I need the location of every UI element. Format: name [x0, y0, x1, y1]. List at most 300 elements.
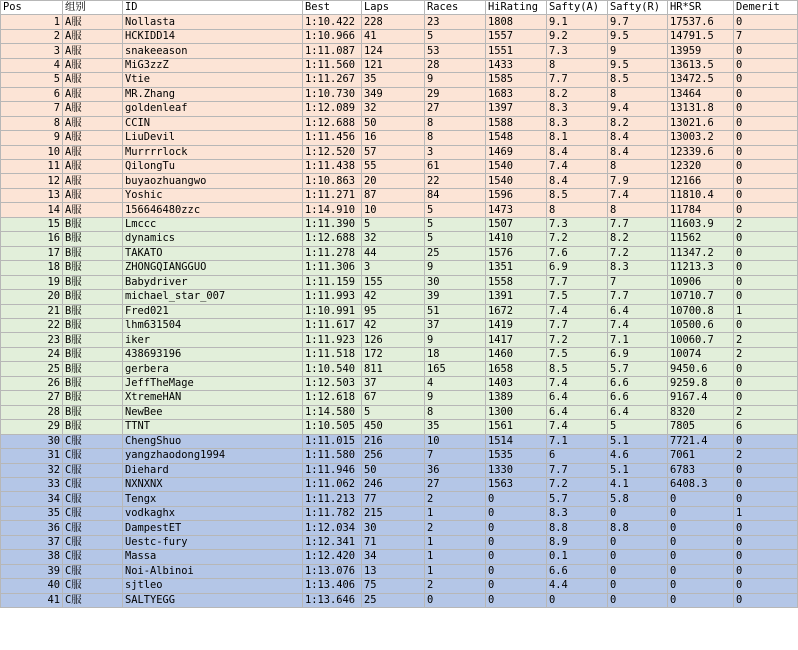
- pos-cell: 18: [1, 261, 63, 275]
- id-cell: SALTYEGG: [123, 593, 303, 607]
- hirating-cell: 0: [486, 535, 547, 549]
- id-cell: Diehard: [123, 463, 303, 477]
- id-cell: Fred021: [123, 304, 303, 318]
- races-cell: 165: [425, 362, 486, 376]
- laps-cell: 35: [362, 73, 425, 87]
- races-cell: 51: [425, 304, 486, 318]
- pos-cell: 29: [1, 420, 63, 434]
- safty-a-cell: 8.3: [547, 506, 608, 520]
- id-cell: Yoshic: [123, 188, 303, 202]
- safty-r-cell: 9.7: [608, 15, 668, 29]
- demerit-cell: 0: [734, 145, 798, 159]
- header-pos: Pos: [1, 1, 63, 15]
- safty-r-cell: 0: [608, 550, 668, 564]
- laps-cell: 25: [362, 593, 425, 607]
- hr-sr-cell: 7805: [668, 420, 734, 434]
- laps-cell: 95: [362, 304, 425, 318]
- demerit-cell: 0: [734, 261, 798, 275]
- demerit-cell: 0: [734, 15, 798, 29]
- best-cell: 1:10.730: [303, 87, 362, 101]
- pos-cell: 36: [1, 521, 63, 535]
- group-cell: C服: [63, 535, 123, 549]
- best-cell: 1:11.213: [303, 492, 362, 506]
- laps-cell: 215: [362, 506, 425, 520]
- safty-a-cell: 8.8: [547, 521, 608, 535]
- header-demerit: Demerit: [734, 1, 798, 15]
- hr-sr-cell: 13021.6: [668, 116, 734, 130]
- best-cell: 1:11.782: [303, 506, 362, 520]
- races-cell: 84: [425, 188, 486, 202]
- pos-cell: 40: [1, 579, 63, 593]
- header-hr-sr: HR*SR: [668, 1, 734, 15]
- table-row: [1, 275, 798, 289]
- id-cell: JeffTheMage: [123, 376, 303, 390]
- best-cell: 1:11.518: [303, 347, 362, 361]
- pos-cell: 26: [1, 376, 63, 390]
- group-cell: C服: [63, 492, 123, 506]
- hirating-cell: 0: [486, 521, 547, 535]
- best-cell: 1:12.618: [303, 391, 362, 405]
- safty-r-cell: 0: [608, 593, 668, 607]
- table-row: [1, 579, 798, 593]
- best-cell: 1:11.159: [303, 275, 362, 289]
- hr-sr-cell: 0: [668, 593, 734, 607]
- id-cell: sjtleo: [123, 579, 303, 593]
- laps-cell: 216: [362, 434, 425, 448]
- laps-cell: 155: [362, 275, 425, 289]
- id-cell: MiG3zzZ: [123, 58, 303, 72]
- hirating-cell: 1460: [486, 347, 547, 361]
- id-cell: yangzhaodong1994: [123, 449, 303, 463]
- demerit-cell: 0: [734, 391, 798, 405]
- pos-cell: 22: [1, 318, 63, 332]
- pos-cell: 12: [1, 174, 63, 188]
- laps-cell: 3: [362, 261, 425, 275]
- table-row: [1, 58, 798, 72]
- laps-cell: 5: [362, 405, 425, 419]
- best-cell: 1:13.646: [303, 593, 362, 607]
- id-cell: DampestET: [123, 521, 303, 535]
- hr-sr-cell: 10906: [668, 275, 734, 289]
- hirating-cell: 1391: [486, 290, 547, 304]
- hirating-cell: 1300: [486, 405, 547, 419]
- best-cell: 1:11.306: [303, 261, 362, 275]
- hirating-cell: 1351: [486, 261, 547, 275]
- best-cell: 1:11.062: [303, 477, 362, 491]
- hr-sr-cell: 0: [668, 506, 734, 520]
- id-cell: Tengx: [123, 492, 303, 506]
- best-cell: 1:11.946: [303, 463, 362, 477]
- safty-r-cell: 6.4: [608, 405, 668, 419]
- laps-cell: 87: [362, 188, 425, 202]
- group-cell: B服: [63, 217, 123, 231]
- hr-sr-cell: 9450.6: [668, 362, 734, 376]
- laps-cell: 20: [362, 174, 425, 188]
- header-safty-a: Safty(A): [547, 1, 608, 15]
- safty-a-cell: 8.4: [547, 145, 608, 159]
- safty-r-cell: 7.7: [608, 217, 668, 231]
- best-cell: 1:11.015: [303, 434, 362, 448]
- races-cell: 8: [425, 116, 486, 130]
- group-cell: A服: [63, 203, 123, 217]
- safty-r-cell: 6.4: [608, 304, 668, 318]
- safty-r-cell: 9.5: [608, 29, 668, 43]
- group-cell: A服: [63, 15, 123, 29]
- safty-r-cell: 9.5: [608, 58, 668, 72]
- laps-cell: 349: [362, 87, 425, 101]
- safty-r-cell: 5.1: [608, 463, 668, 477]
- hr-sr-cell: 14791.5: [668, 29, 734, 43]
- laps-cell: 42: [362, 290, 425, 304]
- best-cell: 1:12.688: [303, 116, 362, 130]
- header-id: ID: [123, 1, 303, 15]
- best-cell: 1:11.267: [303, 73, 362, 87]
- best-cell: 1:10.422: [303, 15, 362, 29]
- safty-a-cell: 8: [547, 58, 608, 72]
- best-cell: 1:10.863: [303, 174, 362, 188]
- demerit-cell: 2: [734, 333, 798, 347]
- laps-cell: 44: [362, 246, 425, 260]
- safty-r-cell: 8.3: [608, 261, 668, 275]
- table-row: [1, 376, 798, 390]
- laps-cell: 41: [362, 29, 425, 43]
- races-cell: 3: [425, 145, 486, 159]
- demerit-cell: 0: [734, 290, 798, 304]
- safty-r-cell: 7: [608, 275, 668, 289]
- demerit-cell: 0: [734, 434, 798, 448]
- safty-a-cell: 7.3: [547, 217, 608, 231]
- laps-cell: 75: [362, 579, 425, 593]
- pos-cell: 1: [1, 15, 63, 29]
- table-row: [1, 116, 798, 130]
- safty-r-cell: 5.1: [608, 434, 668, 448]
- safty-r-cell: 4.6: [608, 449, 668, 463]
- group-cell: B服: [63, 232, 123, 246]
- safty-a-cell: 9.2: [547, 29, 608, 43]
- hirating-cell: 1551: [486, 44, 547, 58]
- hirating-cell: 1397: [486, 102, 547, 116]
- demerit-cell: 0: [734, 535, 798, 549]
- laps-cell: 16: [362, 131, 425, 145]
- races-cell: 4: [425, 376, 486, 390]
- hr-sr-cell: 11784: [668, 203, 734, 217]
- safty-r-cell: 4.1: [608, 477, 668, 491]
- group-cell: B服: [63, 333, 123, 347]
- safty-a-cell: 8.3: [547, 116, 608, 130]
- races-cell: 2: [425, 579, 486, 593]
- demerit-cell: 0: [734, 550, 798, 564]
- hr-sr-cell: 6783: [668, 463, 734, 477]
- safty-r-cell: 0: [608, 535, 668, 549]
- pos-cell: 8: [1, 116, 63, 130]
- hr-sr-cell: 13131.8: [668, 102, 734, 116]
- safty-a-cell: 6.4: [547, 391, 608, 405]
- table-row: [1, 217, 798, 231]
- group-cell: A服: [63, 73, 123, 87]
- group-cell: C服: [63, 550, 123, 564]
- demerit-cell: 0: [734, 362, 798, 376]
- safty-r-cell: 8.4: [608, 131, 668, 145]
- hirating-cell: 1585: [486, 73, 547, 87]
- id-cell: TAKATO: [123, 246, 303, 260]
- safty-r-cell: 5.7: [608, 362, 668, 376]
- safty-a-cell: 8.4: [547, 174, 608, 188]
- best-cell: 1:12.520: [303, 145, 362, 159]
- id-cell: ZHONGQIANGGUO: [123, 261, 303, 275]
- group-cell: C服: [63, 564, 123, 578]
- safty-a-cell: 7.4: [547, 159, 608, 173]
- group-cell: A服: [63, 116, 123, 130]
- safty-a-cell: 7.2: [547, 333, 608, 347]
- demerit-cell: 0: [734, 73, 798, 87]
- pos-cell: 39: [1, 564, 63, 578]
- safty-a-cell: 8: [547, 203, 608, 217]
- hr-sr-cell: 6408.3: [668, 477, 734, 491]
- pos-cell: 23: [1, 333, 63, 347]
- safty-a-cell: 6.9: [547, 261, 608, 275]
- best-cell: 1:14.910: [303, 203, 362, 217]
- races-cell: 18: [425, 347, 486, 361]
- demerit-cell: 2: [734, 347, 798, 361]
- laps-cell: 50: [362, 463, 425, 477]
- table-row: [1, 405, 798, 419]
- safty-a-cell: 7.4: [547, 420, 608, 434]
- id-cell: CCIN: [123, 116, 303, 130]
- group-cell: B服: [63, 391, 123, 405]
- pos-cell: 32: [1, 463, 63, 477]
- group-cell: B服: [63, 376, 123, 390]
- safty-r-cell: 0: [608, 579, 668, 593]
- pos-cell: 28: [1, 405, 63, 419]
- races-cell: 23: [425, 15, 486, 29]
- safty-r-cell: 8: [608, 203, 668, 217]
- hirating-cell: 1514: [486, 434, 547, 448]
- id-cell: 156646480zzc: [123, 203, 303, 217]
- hirating-cell: 1557: [486, 29, 547, 43]
- safty-r-cell: 6.9: [608, 347, 668, 361]
- group-cell: C服: [63, 521, 123, 535]
- hirating-cell: 0: [486, 492, 547, 506]
- demerit-cell: 0: [734, 492, 798, 506]
- group-cell: A服: [63, 58, 123, 72]
- races-cell: 1: [425, 535, 486, 549]
- pos-cell: 4: [1, 58, 63, 72]
- pos-cell: 15: [1, 217, 63, 231]
- pos-cell: 13: [1, 188, 63, 202]
- demerit-cell: 0: [734, 275, 798, 289]
- pos-cell: 35: [1, 506, 63, 520]
- races-cell: 8: [425, 405, 486, 419]
- header-best: Best: [303, 1, 362, 15]
- safty-a-cell: 8.5: [547, 188, 608, 202]
- id-cell: HCKIDD14: [123, 29, 303, 43]
- pos-cell: 37: [1, 535, 63, 549]
- safty-a-cell: 8.3: [547, 102, 608, 116]
- hr-sr-cell: 11347.2: [668, 246, 734, 260]
- pos-cell: 21: [1, 304, 63, 318]
- table-row: [1, 550, 798, 564]
- demerit-cell: 0: [734, 564, 798, 578]
- id-cell: gerbera: [123, 362, 303, 376]
- safty-r-cell: 0: [608, 564, 668, 578]
- hirating-cell: 1469: [486, 145, 547, 159]
- demerit-cell: 0: [734, 579, 798, 593]
- safty-a-cell: 7.2: [547, 232, 608, 246]
- table-row: [1, 362, 798, 376]
- demerit-cell: 2: [734, 449, 798, 463]
- best-cell: 1:11.271: [303, 188, 362, 202]
- group-cell: C服: [63, 463, 123, 477]
- table-row: [1, 246, 798, 260]
- id-cell: iker: [123, 333, 303, 347]
- races-cell: 5: [425, 29, 486, 43]
- hirating-cell: 1548: [486, 131, 547, 145]
- table-row: [1, 535, 798, 549]
- laps-cell: 121: [362, 58, 425, 72]
- pos-cell: 10: [1, 145, 63, 159]
- races-cell: 5: [425, 217, 486, 231]
- laps-cell: 256: [362, 449, 425, 463]
- table-row: [1, 463, 798, 477]
- safty-a-cell: 8.9: [547, 535, 608, 549]
- races-cell: 1: [425, 506, 486, 520]
- races-cell: 28: [425, 58, 486, 72]
- races-cell: 9: [425, 73, 486, 87]
- demerit-cell: 0: [734, 102, 798, 116]
- hr-sr-cell: 11562: [668, 232, 734, 246]
- races-cell: 7: [425, 449, 486, 463]
- races-cell: 22: [425, 174, 486, 188]
- id-cell: 438693196: [123, 347, 303, 361]
- safty-a-cell: 6: [547, 449, 608, 463]
- laps-cell: 55: [362, 159, 425, 173]
- hr-sr-cell: 7721.4: [668, 434, 734, 448]
- id-cell: ChengShuo: [123, 434, 303, 448]
- safty-r-cell: 8.2: [608, 116, 668, 130]
- table-row: [1, 593, 798, 607]
- pos-cell: 6: [1, 87, 63, 101]
- hr-sr-cell: 13003.2: [668, 131, 734, 145]
- demerit-cell: 0: [734, 463, 798, 477]
- hr-sr-cell: 10500.6: [668, 318, 734, 332]
- hr-sr-cell: 11603.9: [668, 217, 734, 231]
- races-cell: 9: [425, 261, 486, 275]
- hirating-cell: 1540: [486, 174, 547, 188]
- safty-r-cell: 9: [608, 44, 668, 58]
- demerit-cell: 0: [734, 116, 798, 130]
- hirating-cell: 1563: [486, 477, 547, 491]
- table-row: [1, 73, 798, 87]
- safty-r-cell: 9.4: [608, 102, 668, 116]
- id-cell: NXNXNX: [123, 477, 303, 491]
- safty-a-cell: 7.4: [547, 376, 608, 390]
- group-cell: B服: [63, 275, 123, 289]
- pos-cell: 20: [1, 290, 63, 304]
- safty-a-cell: 7.1: [547, 434, 608, 448]
- pos-cell: 16: [1, 232, 63, 246]
- hirating-cell: 1535: [486, 449, 547, 463]
- pos-cell: 11: [1, 159, 63, 173]
- hirating-cell: 1672: [486, 304, 547, 318]
- safty-a-cell: 7.5: [547, 347, 608, 361]
- table-row: [1, 44, 798, 58]
- races-cell: 5: [425, 232, 486, 246]
- safty-r-cell: 8: [608, 87, 668, 101]
- demerit-cell: 0: [734, 58, 798, 72]
- safty-r-cell: 8.8: [608, 521, 668, 535]
- id-cell: QilongTu: [123, 159, 303, 173]
- safty-r-cell: 8.4: [608, 145, 668, 159]
- table-row: [1, 434, 798, 448]
- races-cell: 25: [425, 246, 486, 260]
- demerit-cell: 0: [734, 44, 798, 58]
- group-cell: A服: [63, 188, 123, 202]
- group-cell: A服: [63, 44, 123, 58]
- safty-a-cell: 7.7: [547, 73, 608, 87]
- hirating-cell: 1808: [486, 15, 547, 29]
- demerit-cell: 0: [734, 521, 798, 535]
- demerit-cell: 7: [734, 29, 798, 43]
- races-cell: 36: [425, 463, 486, 477]
- hirating-cell: 0: [486, 593, 547, 607]
- laps-cell: 77: [362, 492, 425, 506]
- hr-sr-cell: 13613.5: [668, 58, 734, 72]
- table-row: [1, 15, 798, 29]
- hirating-cell: 1473: [486, 203, 547, 217]
- safty-a-cell: 9.1: [547, 15, 608, 29]
- laps-cell: 57: [362, 145, 425, 159]
- best-cell: 1:10.505: [303, 420, 362, 434]
- group-cell: C服: [63, 593, 123, 607]
- safty-a-cell: 7.7: [547, 463, 608, 477]
- races-cell: 5: [425, 203, 486, 217]
- safty-a-cell: 7.4: [547, 304, 608, 318]
- hr-sr-cell: 13464: [668, 87, 734, 101]
- laps-cell: 42: [362, 318, 425, 332]
- pos-cell: 14: [1, 203, 63, 217]
- best-cell: 1:11.456: [303, 131, 362, 145]
- header-group: 组别: [63, 1, 123, 15]
- group-cell: A服: [63, 145, 123, 159]
- demerit-cell: 0: [734, 87, 798, 101]
- laps-cell: 126: [362, 333, 425, 347]
- id-cell: buyaozhuangwo: [123, 174, 303, 188]
- safty-a-cell: 0: [547, 593, 608, 607]
- safty-r-cell: 6.6: [608, 391, 668, 405]
- laps-cell: 34: [362, 550, 425, 564]
- demerit-cell: 0: [734, 246, 798, 260]
- id-cell: XtremeHAN: [123, 391, 303, 405]
- laps-cell: 5: [362, 217, 425, 231]
- laps-cell: 10: [362, 203, 425, 217]
- hr-sr-cell: 7061: [668, 449, 734, 463]
- table-row: [1, 131, 798, 145]
- safty-r-cell: 0: [608, 506, 668, 520]
- hirating-cell: 1576: [486, 246, 547, 260]
- hirating-cell: 1596: [486, 188, 547, 202]
- demerit-cell: 0: [734, 174, 798, 188]
- table-row: [1, 506, 798, 520]
- best-cell: 1:12.034: [303, 521, 362, 535]
- laps-cell: 50: [362, 116, 425, 130]
- group-cell: A服: [63, 29, 123, 43]
- id-cell: dynamics: [123, 232, 303, 246]
- table-row: [1, 261, 798, 275]
- table-row: [1, 290, 798, 304]
- safty-a-cell: 8.5: [547, 362, 608, 376]
- id-cell: Babydriver: [123, 275, 303, 289]
- hirating-cell: 1433: [486, 58, 547, 72]
